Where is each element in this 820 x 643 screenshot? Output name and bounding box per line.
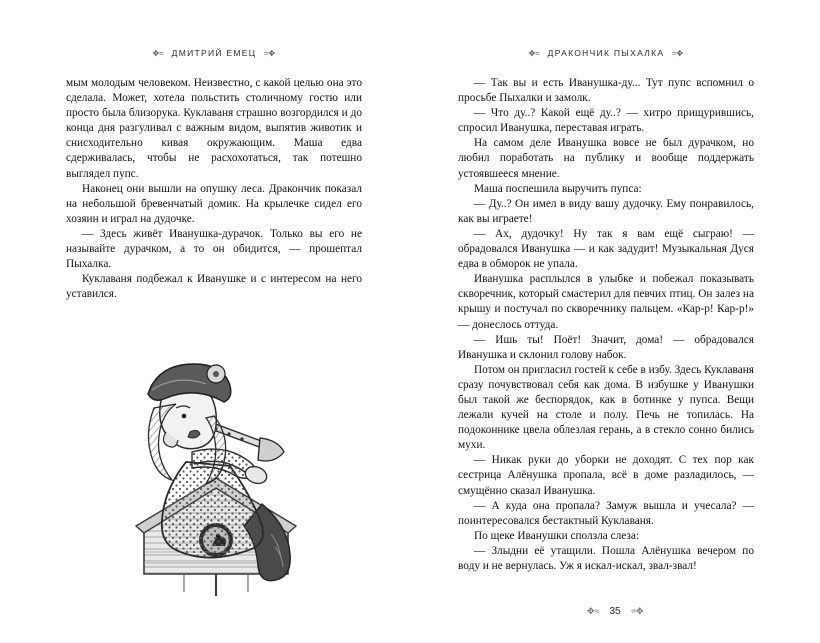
paragraph: Маша поспешила выручить пупса: — [474, 182, 642, 195]
left-running-head-title: ДМИТРИЙ ЕМЕЦ — [171, 48, 257, 58]
ornament-icon: ✥≈ — [264, 48, 276, 58]
paragraph: — А куда она пропала? Замуж вышла и учесала? — поинтересовался бестактный Куклаваня. — [458, 499, 754, 527]
paragraph: — Ишь ты! Поёт! Значит, дома! — обрадовался Иванушка и склонил голову набок. — [458, 333, 754, 361]
ornament-icon: ✥≈ — [672, 48, 684, 58]
paragraph: Потом он пригласил гостей к себе в избу. Здесь Куклаваня сразу почувствовал себя как дома. В избушке у Иванушки был такой же беспорядок, как в ботинке у пупса. Вещи лежали кучей на столе и полу. Печь не топилась. На подоконнике цвела облезлая герань, а в стекло сонно бились мухи. — [458, 363, 754, 452]
paragraph: — Злыдни её утащили. Пошла Алёнушка вечером по воду и не вернулась. Уж я искал-искал, звал-звал! — [458, 544, 754, 572]
left-running-head — [66, 46, 362, 60]
paragraph: Наконец они вышли на опушку леса. Дракончик показал на небольшой бревенчатый домик. На крылечке сидел его хозяин и играл на дудочке. — [66, 182, 362, 225]
paragraph: — Ду..? Он имел в виду вашу дудочку. Ему понравилось, как вы играете! — [458, 197, 754, 225]
paragraph: Иванушка расплылся в улыбке и побежал показывать скворечник, который смастерил для певчих птиц. Он залез на крышу и постучал по скворечнику пальцем. «Кар-р! Кар-р!» — донеслось оттуда. — [458, 273, 754, 331]
ornament-icon: ✥≈ — [630, 606, 644, 616]
paragraph: — Никак руки до уборки не доходят. С тех пор как сестрица Алёнушка пропала, всё в доме разладилось, — смущённо сказал Иванушка. — [458, 454, 754, 497]
illustration-figure — [66, 312, 362, 612]
right-running-head — [458, 46, 754, 60]
paragraph: — Здесь живёт Иванушка-дурачок. Только вы его не называйте дурачком, а то он обидится, — прошептал Пыхалка. — [66, 227, 362, 271]
right-running-head-title: ДРАКОНЧИК ПЫХАЛКА — [547, 48, 665, 58]
ornament-icon: ✥≈ — [152, 48, 164, 58]
ornament-icon: ✥≈ — [528, 48, 540, 58]
left-body-text — [66, 76, 362, 302]
right-body-text — [458, 76, 754, 574]
paragraph: На самом деле Иванушка вовсе не был дурачком, но любил поработать на публику и вообще поддержать устоявшееся мнение. — [458, 137, 754, 180]
page-number: 35 — [609, 606, 621, 617]
right-page — [410, 0, 820, 643]
ornament-icon: ✥≈ — [586, 606, 600, 616]
paragraph: — Так вы и есть Иванушка-ду... Тут пупс вспомнил о просьбе Пыхалки и замолк. — [458, 77, 754, 105]
paragraph: — Ах, дудочку! Ну так я вам ещё сыграю! — обрадовался Иванушка — и как задудит! Музыкальная Дуся едва в обморок не упала. — [458, 227, 754, 271]
page-folio — [410, 606, 820, 617]
paragraph: По щеке Иванушки сползла слеза: — [474, 529, 640, 542]
paragraph: Куклаваня подбежал к Иванушке и с интересом на него уставился. — [66, 273, 362, 301]
paragraph: — Что ду..? Какой ещё ду..? — хитро прищурившись, спросил Иванушка, переставая играть. — [458, 107, 754, 135]
illustration-boy-playing-pipe-on-birdhouse — [66, 312, 366, 612]
paragraph: мым молодым человеком. Неизвестно, с какой целью она это сделала. Может, хотела польстить столичному гостю или просто была близорука. Куклаваня страшно возгордился и до конца дня разгуливал с важным видом, выпятив животик и снисходительно кивая окружающим. Маша едва сдерживалась, чтобы не расхохотаться, так потешно выглядел пупс. — [66, 77, 362, 180]
